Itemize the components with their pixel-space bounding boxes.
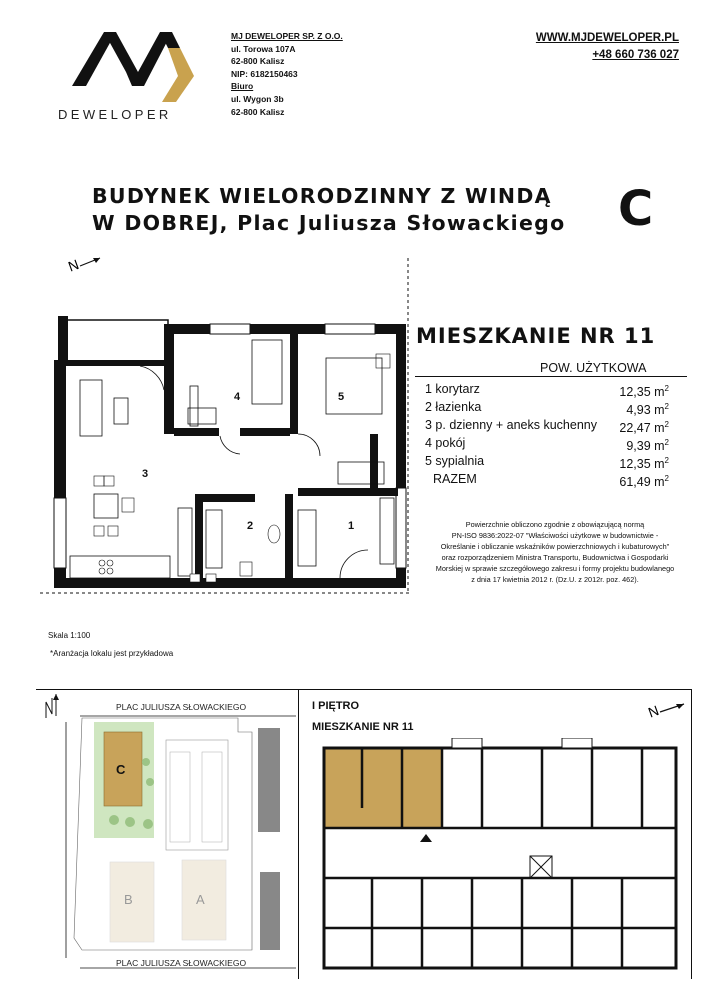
svg-text:N: N [646,702,661,720]
room-row [425,416,669,434]
building-c-label: C [116,762,126,777]
floor-name: I PIĘTRO [312,700,360,712]
scale-text: Skala 1:100 [48,631,91,640]
floor-north-arrow-icon [646,698,686,725]
room-area: 12,35 $m^2$ [619,456,669,472]
page-title [92,183,566,237]
divider [415,376,687,377]
frame-divider [298,689,299,979]
phone-link[interactable]: +48 660 736 027 [592,49,679,61]
arrangement-note: *Aranżacja lokalu jest przykładowa [50,649,174,658]
note-line: Morskiej w sprawie szczegółowego zakresu i formy projektu budowlanego [435,563,675,573]
office-address: ul. Wygon 3b [231,93,284,104]
title-line-1: BUDYNEK WIELORODZINNY Z WINDĄ [92,184,552,208]
apartment-heading: MIESZKANIE NR 11 [416,324,656,348]
room-row [425,434,669,452]
building-a-label: A [196,892,205,907]
company-info [231,30,343,118]
note-line: PN-ISO 9836:2022-07 "Właściwości użytkowe w budownictwie - [451,530,659,540]
note-line: oraz rozporządzeniem Ministra Transportu, Budownictwa i Gospodarki [441,552,669,562]
total-row [425,470,669,488]
street-label-bottom: PLAC JULIUSZA SŁOWACKIEGO [116,958,247,968]
room-name: 1 korytarz [425,382,480,396]
title-line-2: W DOBREJ, Plac Juliusza Słowackiego [92,211,566,235]
street-label-top: PLAC JULIUSZA SŁOWACKIEGO [116,702,247,712]
room-3-label: 3 [142,468,149,480]
company-city: 62-800 Kalisz [231,56,285,67]
frame-top-line [36,689,692,690]
company-logo [68,26,198,104]
website-link[interactable]: WWW.MJDEWELOPER.PL [535,32,679,44]
frame-right-line [691,689,692,979]
floor-heading [312,696,413,738]
area-note [420,520,690,585]
room-area: 4,93 $m^2$ [626,402,669,418]
room-row [425,380,669,398]
room-area: 22,47 $m^2$ [619,420,669,436]
apartment-floor-plan [40,258,415,603]
area-header: POW. UŻYTKOWA [540,361,647,375]
company-nip: NIP: 6182150463 [231,68,298,79]
office-city: 62-800 Kalisz [231,106,285,117]
room-1-label: 1 [348,520,355,532]
contact-info [536,30,679,64]
svg-text:N: N [66,256,81,274]
room-area: 61,49 $m^2$ [619,474,669,490]
room-area: 9,39 $m^2$ [626,438,669,454]
room-row [425,398,669,416]
room-4-label: 4 [234,391,241,403]
room-name: 3 p. dzienny + aneks kuchenny [425,418,597,432]
room-name: 4 pokój [425,436,466,450]
building-letter: C [618,181,654,237]
note-line: Określanie i obliczanie wskaźników powierzchniowych i kubaturowych" [440,541,670,551]
room-row [425,452,669,470]
room-name: 2 łazienka [425,400,482,414]
company-address: ul. Torowa 107A [231,43,296,54]
site-plan [38,692,296,982]
company-name: MJ DEWELOPER SP. Z O.O. [231,31,343,41]
logo-text: DEWELOPER [58,107,172,122]
office-label: Biuro [231,81,254,92]
room-name: 5 sypialnia [425,454,485,468]
room-area: 12,35 $m^2$ [619,384,669,400]
note-line: Powierzchnie obliczono zgodnie z obowiązującą normą [465,520,645,529]
room-2-label: 2 [247,520,254,532]
room-name: RAZEM [433,472,477,486]
building-b-label: B [124,892,133,907]
floor-apartment: MIESZKANIE NR 11 [312,721,414,733]
floor-plan [312,738,682,978]
note-line: z dnia 17 kwietnia 2012 r. (Dz.U. z 2012r. poz. 462). [471,574,639,584]
room-5-label: 5 [338,391,345,403]
room-list [425,380,669,488]
